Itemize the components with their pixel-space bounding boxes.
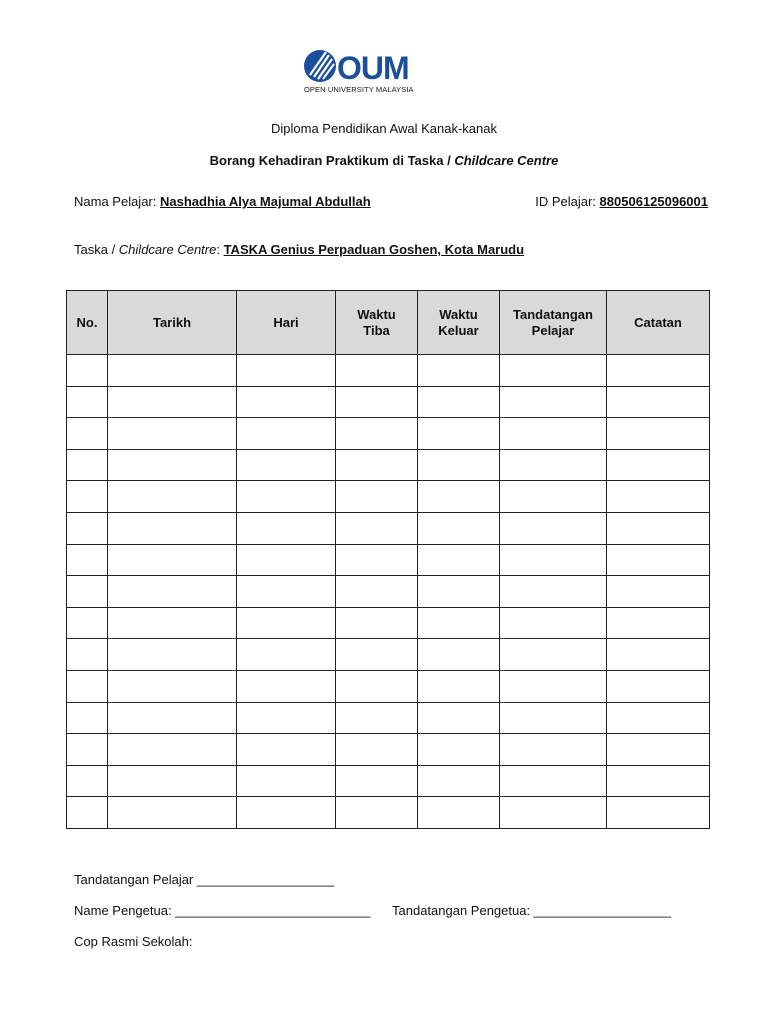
- table-cell: [418, 512, 500, 544]
- school-stamp-label: Cop Rasmi Sekolah:: [74, 934, 193, 949]
- header-tandatangan-text: Tandatangan Pelajar: [513, 306, 593, 338]
- table-cell: [67, 576, 108, 608]
- table-cell: [336, 734, 418, 766]
- table-cell: [607, 607, 710, 639]
- table-cell: [500, 512, 607, 544]
- table-cell: [500, 481, 607, 513]
- table-cell: [67, 702, 108, 734]
- table-cell: [108, 702, 237, 734]
- table-cell: [607, 765, 710, 797]
- table-cell: [500, 607, 607, 639]
- table-cell: [108, 576, 237, 608]
- table-cell: [500, 797, 607, 829]
- table-cell: [418, 765, 500, 797]
- centre-label-prefix: Taska /: [74, 242, 119, 257]
- table-header-row: [67, 291, 710, 355]
- header-no: No.: [67, 291, 108, 355]
- table-cell: [418, 702, 500, 734]
- table-cell: [108, 607, 237, 639]
- table-cell: [418, 544, 500, 576]
- table-cell: [237, 544, 336, 576]
- table-cell: [67, 670, 108, 702]
- table-row: [67, 797, 710, 829]
- table-cell: [418, 670, 500, 702]
- table-row: [67, 607, 710, 639]
- table-cell: [237, 734, 336, 766]
- header-waktu-keluar: [418, 291, 500, 355]
- table-cell: [108, 797, 237, 829]
- table-cell: [607, 512, 710, 544]
- table-cell: [607, 418, 710, 450]
- oum-logo-mark: [304, 48, 424, 84]
- table-cell: [418, 481, 500, 513]
- table-cell: [67, 797, 108, 829]
- header-waktu-tiba: [336, 291, 418, 355]
- logo-subtitle: OPEN UNIVERSITY MALAYSIA: [304, 85, 414, 94]
- table-cell: [418, 355, 500, 387]
- table-row: [67, 702, 710, 734]
- table-cell: [418, 576, 500, 608]
- table-cell: [336, 639, 418, 671]
- table-cell: [237, 607, 336, 639]
- table-cell: [108, 355, 237, 387]
- table-cell: [336, 418, 418, 450]
- table-cell: [418, 386, 500, 418]
- table-cell: [237, 639, 336, 671]
- table-cell: [418, 449, 500, 481]
- header-tandatangan-pelajar: [500, 291, 607, 355]
- table-cell: [336, 607, 418, 639]
- form-title-main: Borang Kehadiran Praktikum di Taska /: [209, 153, 455, 168]
- table-cell: [607, 639, 710, 671]
- centre-field: [74, 242, 524, 257]
- table-cell: [67, 386, 108, 418]
- table-cell: [336, 670, 418, 702]
- table-cell: [336, 512, 418, 544]
- table-cell: [418, 639, 500, 671]
- table-cell: [336, 576, 418, 608]
- table-cell: [108, 734, 237, 766]
- student-signature-line: Tandatangan Pelajar ___________________: [74, 872, 335, 887]
- table-cell: [237, 765, 336, 797]
- table-cell: [500, 702, 607, 734]
- table-cell: [237, 576, 336, 608]
- header-catatan: Catatan: [607, 291, 710, 355]
- oum-logo: [304, 48, 424, 100]
- table-cell: [418, 418, 500, 450]
- table-cell: [237, 670, 336, 702]
- table-cell: [607, 386, 710, 418]
- table-cell: [237, 797, 336, 829]
- table-cell: [500, 734, 607, 766]
- table-cell: [607, 734, 710, 766]
- table-cell: [500, 386, 607, 418]
- table-cell: [237, 512, 336, 544]
- table-cell: [607, 670, 710, 702]
- table-cell: [108, 449, 237, 481]
- table-cell: [67, 355, 108, 387]
- table-row: [67, 512, 710, 544]
- table-cell: [237, 702, 336, 734]
- table-cell: [108, 418, 237, 450]
- table-cell: [237, 449, 336, 481]
- student-id-value: 880506125096001: [599, 194, 708, 209]
- table-cell: [336, 797, 418, 829]
- table-cell: [607, 355, 710, 387]
- table-cell: [500, 639, 607, 671]
- table-cell: [108, 481, 237, 513]
- table-cell: [67, 607, 108, 639]
- table-cell: [67, 512, 108, 544]
- centre-value: TASKA Genius Perpaduan Goshen, Kota Marudu: [223, 242, 525, 257]
- form-title-italic: Childcare Centre: [454, 153, 559, 168]
- attendance-table: [66, 290, 710, 829]
- table-cell: [336, 544, 418, 576]
- table-cell: [336, 355, 418, 387]
- table-cell: [336, 765, 418, 797]
- table-row: [67, 449, 710, 481]
- logo-wordmark: OUM: [337, 50, 409, 84]
- table-cell: [237, 418, 336, 450]
- table-cell: [237, 481, 336, 513]
- table-row: [67, 544, 710, 576]
- table-cell: [607, 576, 710, 608]
- table-cell: [500, 765, 607, 797]
- table-row: [67, 418, 710, 450]
- header-waktu-keluar-text: Waktu Keluar: [438, 306, 479, 338]
- table-cell: [500, 418, 607, 450]
- table-cell: [67, 765, 108, 797]
- table-cell: [500, 576, 607, 608]
- header-hari: Hari: [237, 291, 336, 355]
- header-waktu-tiba-text: Waktu Tiba: [357, 306, 396, 338]
- table-row: [67, 481, 710, 513]
- table-row: [67, 670, 710, 702]
- table-cell: [108, 386, 237, 418]
- table-row: [67, 765, 710, 797]
- table-cell: [108, 765, 237, 797]
- centre-label-suffix: :: [216, 242, 224, 257]
- table-cell: [500, 544, 607, 576]
- principal-signature-line: Tandatangan Pengetua: ___________________: [392, 903, 672, 918]
- table-cell: [607, 797, 710, 829]
- header-tarikh: Tarikh: [108, 291, 237, 355]
- table-cell: [336, 702, 418, 734]
- table-row: [67, 734, 710, 766]
- table-cell: [108, 670, 237, 702]
- table-cell: [500, 355, 607, 387]
- student-name-value: Nashadhia Alya Majumal Abdullah: [159, 194, 371, 209]
- table-cell: [418, 734, 500, 766]
- table-cell: [336, 386, 418, 418]
- table-cell: [67, 734, 108, 766]
- table-cell: [67, 449, 108, 481]
- program-name: Diploma Pendidikan Awal Kanak-kanak: [271, 121, 497, 136]
- table-cell: [607, 544, 710, 576]
- student-name-label: Nama Pelajar:: [74, 194, 160, 209]
- table-cell: [108, 639, 237, 671]
- table-cell: [336, 481, 418, 513]
- principal-name-line: Name Pengetua: ___________________________: [74, 903, 371, 918]
- table-cell: [418, 797, 500, 829]
- table-cell: [500, 449, 607, 481]
- table-cell: [67, 639, 108, 671]
- table-cell: [500, 670, 607, 702]
- student-id-field: [535, 194, 708, 209]
- table-row: [67, 355, 710, 387]
- table-cell: [67, 481, 108, 513]
- table-cell: [108, 512, 237, 544]
- table-row: [67, 576, 710, 608]
- attendance-body: [67, 355, 710, 829]
- table-row: [67, 386, 710, 418]
- table-cell: [237, 355, 336, 387]
- table-row: [67, 639, 710, 671]
- table-cell: [67, 418, 108, 450]
- table-cell: [108, 544, 237, 576]
- table-cell: [336, 449, 418, 481]
- centre-label-italic: Childcare Centre: [118, 242, 217, 257]
- form-title: [0, 153, 768, 168]
- student-id-label: ID Pelajar:: [535, 194, 600, 209]
- table-cell: [607, 449, 710, 481]
- table-cell: [607, 702, 710, 734]
- table-cell: [237, 386, 336, 418]
- table-cell: [67, 544, 108, 576]
- table-cell: [418, 607, 500, 639]
- student-name-field: [74, 194, 371, 209]
- table-cell: [607, 481, 710, 513]
